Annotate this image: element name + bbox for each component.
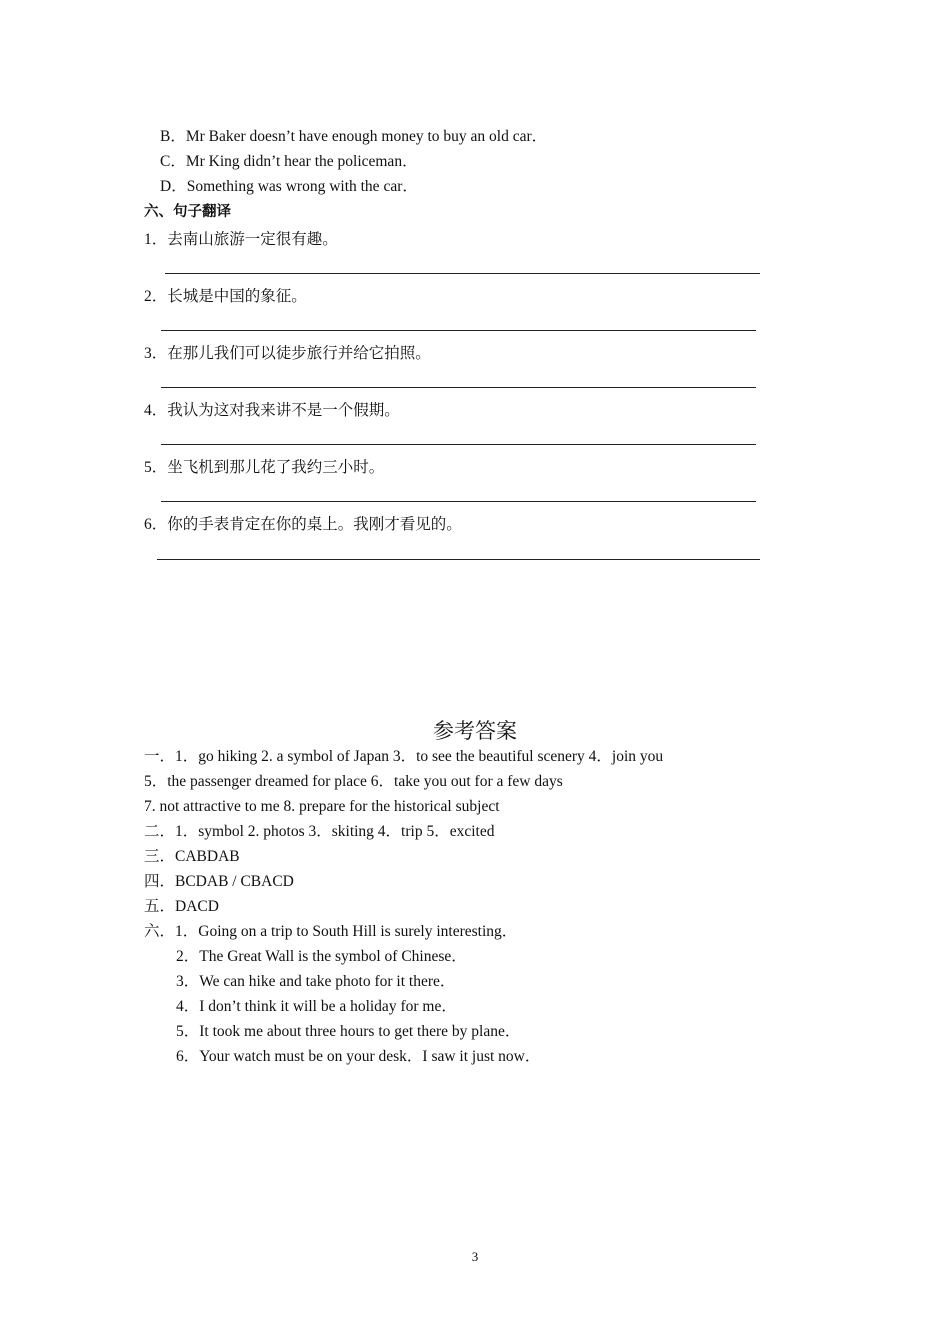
answer-line-section3: 三．CABDAB: [144, 848, 240, 865]
answer-line-section6-2: 2．The Great Wall is the symbol of Chinese．: [176, 948, 467, 965]
answer-line-2: [161, 330, 756, 331]
section-heading-translation: 六、句子翻译: [144, 204, 231, 220]
answer-key-title: 参考答案: [433, 719, 517, 743]
answer-line-1: [165, 273, 760, 274]
answer-line-section6-1: 六．1．Going on a trip to South Hill is surely interesting．: [144, 923, 518, 940]
answer-line-section6-3: 3．We can hike and take photo for it there．: [176, 973, 456, 990]
option-c: C．Mr King didn’t hear the policeman．: [160, 153, 418, 170]
answer-line-section6-6: 6．Your watch must be on your desk．I saw it just now．: [176, 1048, 541, 1065]
answer-line-5: [161, 501, 756, 502]
translation-item-6: 6．你的手表肯定在你的桌上。我刚才看见的。: [144, 516, 462, 533]
translation-item-4: 4．我认为这对我来讲不是一个假期。: [144, 402, 400, 419]
page-number: 3: [471, 1249, 479, 1264]
answer-line-section6-4: 4．I don’t think it will be a holiday for me．: [176, 998, 457, 1015]
answer-line-section4: 四．BCDAB / CBACD: [144, 873, 294, 890]
answer-line-section1-a: 一．1．go hiking 2. a symbol of Japan 3．to see the beautiful scenery 4．join you: [144, 748, 664, 765]
answer-line-section1-c: 7. not attractive to me 8. prepare for the historical subject: [144, 798, 500, 815]
answer-line-section6-5: 5．It took me about three hours to get there by plane．: [176, 1023, 521, 1040]
answer-line-section1-b: 5．the passenger dreamed for place 6．take you out for a few days: [144, 773, 563, 790]
answer-line-3: [161, 387, 756, 388]
answer-line-section2: 二．1．symbol 2. photos 3．skiting 4．trip 5．excited: [144, 823, 495, 840]
option-b: B．Mr Baker doesn’t have enough money to buy an old car．: [160, 128, 548, 145]
translation-item-5: 5．坐飞机到那儿花了我约三小时。: [144, 459, 385, 476]
translation-item-1: 1．去南山旅游一定很有趣。: [144, 231, 338, 248]
answer-line-4: [161, 444, 756, 445]
answer-line-section5: 五．DACD: [144, 898, 219, 915]
option-d: D．Something was wrong with the car．: [160, 178, 418, 195]
translation-item-3: 3．在那儿我们可以徒步旅行并给它拍照。: [144, 345, 431, 362]
translation-item-2: 2．长城是中国的象征。: [144, 288, 307, 305]
answer-line-6: [157, 559, 760, 560]
